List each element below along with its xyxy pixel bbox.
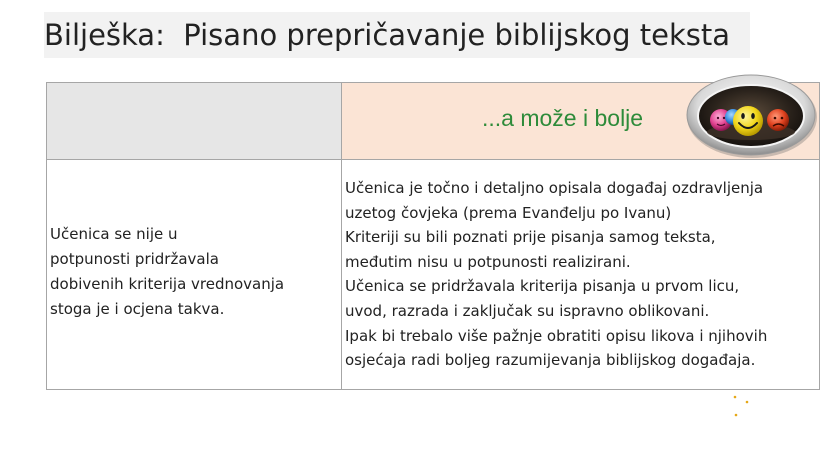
- sparkle-dots-icon: [730, 393, 754, 419]
- table-body-left-text: Učenica se nije u potpunosti pridržavala dobivenih kriterija vrednovanja stoga je i ocjena takva.: [50, 224, 285, 318]
- body-right-line: međutim nisu u potpunosti realizirani.: [345, 252, 631, 271]
- smiley-balls-image-icon: [685, 74, 819, 160]
- body-right-line: Učenica se pridržavala kriterija pisanja u prvom licu,: [345, 277, 740, 296]
- body-right-line: uvod, razrada i zaključak su ispravno oblikovani.: [345, 301, 710, 320]
- table-body-right-text: [345, 176, 767, 373]
- body-right-line: Učenica je točno i detaljno opisala događaj ozdravljenja: [345, 179, 764, 197]
- table-header-left: [47, 83, 342, 160]
- body-right-line: Kriteriji su bili poznati prije pisanja samog teksta,: [345, 228, 716, 247]
- body-right-line: osjećaja radi boljeg razumijevanja biblijskog događaja.: [345, 351, 756, 370]
- body-right-line: uzetog čovjeka (prema Evanđelju po Ivanu): [345, 203, 672, 222]
- slide-title: Bilješka: Pisano prepričavanje biblijskog teksta: [44, 12, 750, 58]
- table-header-right-text: ...a može i bolje: [482, 105, 644, 131]
- table-body-right: [342, 160, 819, 389]
- table-body-left: [47, 160, 342, 389]
- body-right-line: Ipak bi trebalo više pažnje obratiti opisu likova i njihovih: [345, 326, 768, 345]
